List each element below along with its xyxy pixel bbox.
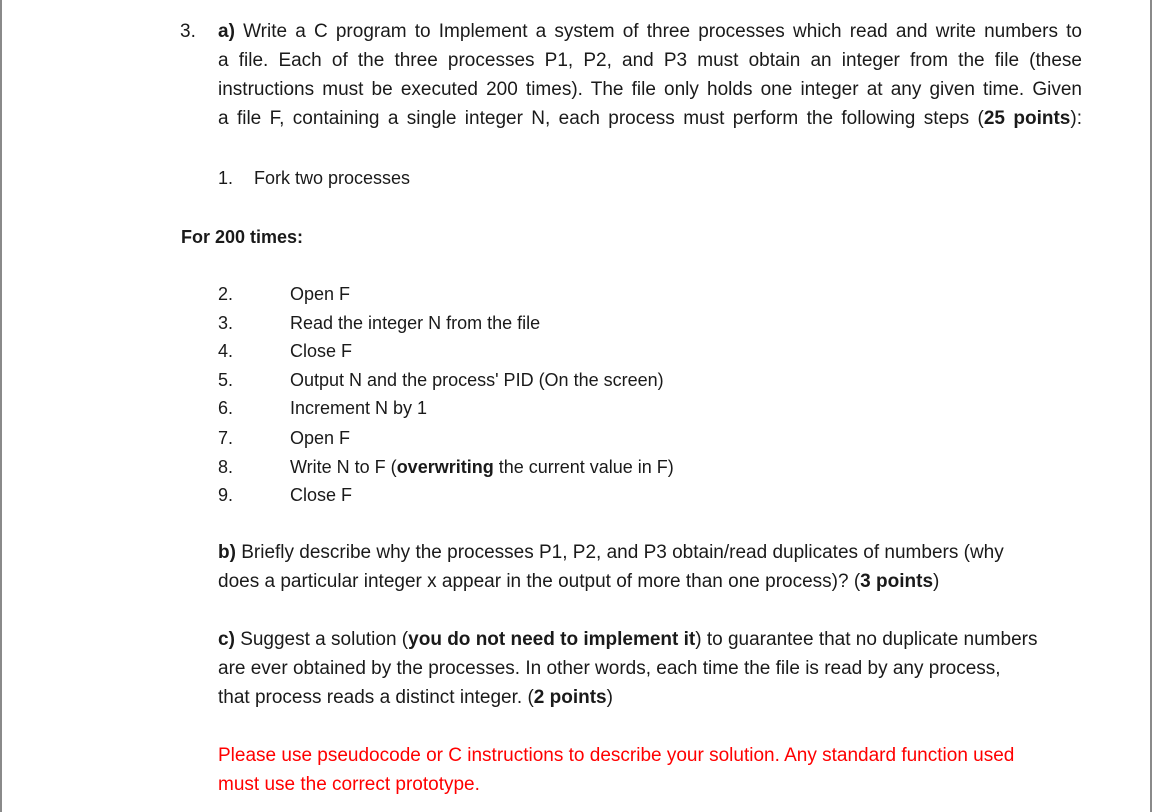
part-c-text-3: that process reads a distinct integer. (	[218, 687, 534, 708]
part-c-line-1	[218, 628, 1037, 652]
question-number: 3.	[180, 21, 196, 42]
step-4-text: Close F	[290, 341, 353, 361]
part-a-points: 25 points	[983, 108, 1071, 129]
step-8-text	[290, 455, 674, 479]
part-b-line-2	[218, 570, 939, 594]
part-a-line-4	[218, 107, 1082, 131]
fork-step-number: 1.	[218, 168, 234, 188]
part-b-text-1: Briefly describe why the processes P1, P2, and P3 obtain/read duplicates of numbers (why	[241, 542, 1004, 563]
step-5-text: Output N and the process' PID (On the screen)	[290, 370, 664, 390]
part-b-label: b)	[218, 542, 236, 563]
step-2-number: 2.	[218, 284, 234, 304]
step-6-number: 6.	[218, 398, 234, 418]
part-a-text-4-end: ):	[1070, 108, 1082, 129]
step-8-text-before: Write N to F (	[290, 457, 397, 477]
part-a-line-3: instructions must be executed 200 times). The file only holds one integer at any given time. Given	[218, 79, 1082, 100]
part-a-text-4: a file F, containing a single integer N, each process must perform the following steps (	[218, 108, 984, 129]
note-line-2: must use the correct prototype.	[218, 774, 480, 795]
loop-heading: For 200 times:	[181, 227, 304, 247]
part-b-line-1	[218, 541, 1004, 565]
part-c-label: c)	[218, 629, 235, 650]
step-7-text: Open F	[290, 428, 351, 448]
step-3-number: 3.	[218, 313, 234, 333]
part-b-text-2: does a particular integer x appear in the output of more than one process)? (	[218, 571, 861, 592]
part-c-points: 2 points	[533, 687, 607, 708]
part-b-text-2-end: )	[933, 571, 940, 592]
part-a-text-1: Write a C program to Implement a system of three processes which read and write numbers to	[243, 21, 1083, 42]
part-b-points: 3 points	[860, 571, 934, 592]
step-9-number: 9.	[218, 485, 234, 505]
step-9-text: Close F	[290, 485, 353, 505]
fork-step-text: Fork two processes	[254, 168, 411, 188]
step-2-text: Open F	[290, 284, 351, 304]
part-c-line-3	[218, 686, 613, 710]
step-8-text-after: the current value in F)	[493, 457, 674, 477]
step-3-text: Read the integer N from the file	[290, 313, 541, 333]
step-6-text: Increment N by 1	[290, 398, 428, 418]
part-c-text-1-after: ) to guarantee that no duplicate numbers	[695, 629, 1038, 650]
part-a-line-1	[218, 20, 1082, 44]
note-line-1: Please use pseudocode or C instructions to describe your solution. Any standard function used	[218, 745, 1015, 766]
part-a-line-2: a file. Each of the three processes P1, P2, and P3 must obtain an integer from the file (these	[218, 50, 1082, 71]
part-c-line-2: are ever obtained by the processes. In other words, each time the file is read by any process,	[218, 658, 1001, 679]
step-5-number: 5.	[218, 370, 234, 390]
step-8-text-bold: overwriting	[396, 457, 494, 477]
part-c-text-1-before: Suggest a solution (	[240, 629, 409, 650]
step-4-number: 4.	[218, 341, 234, 361]
step-7-number: 7.	[218, 428, 234, 448]
part-c-text-1-bold: you do not need to implement it	[408, 629, 696, 650]
part-c-text-3-end: )	[606, 687, 613, 708]
step-8-number: 8.	[218, 457, 234, 477]
part-a-label: a)	[218, 21, 235, 42]
